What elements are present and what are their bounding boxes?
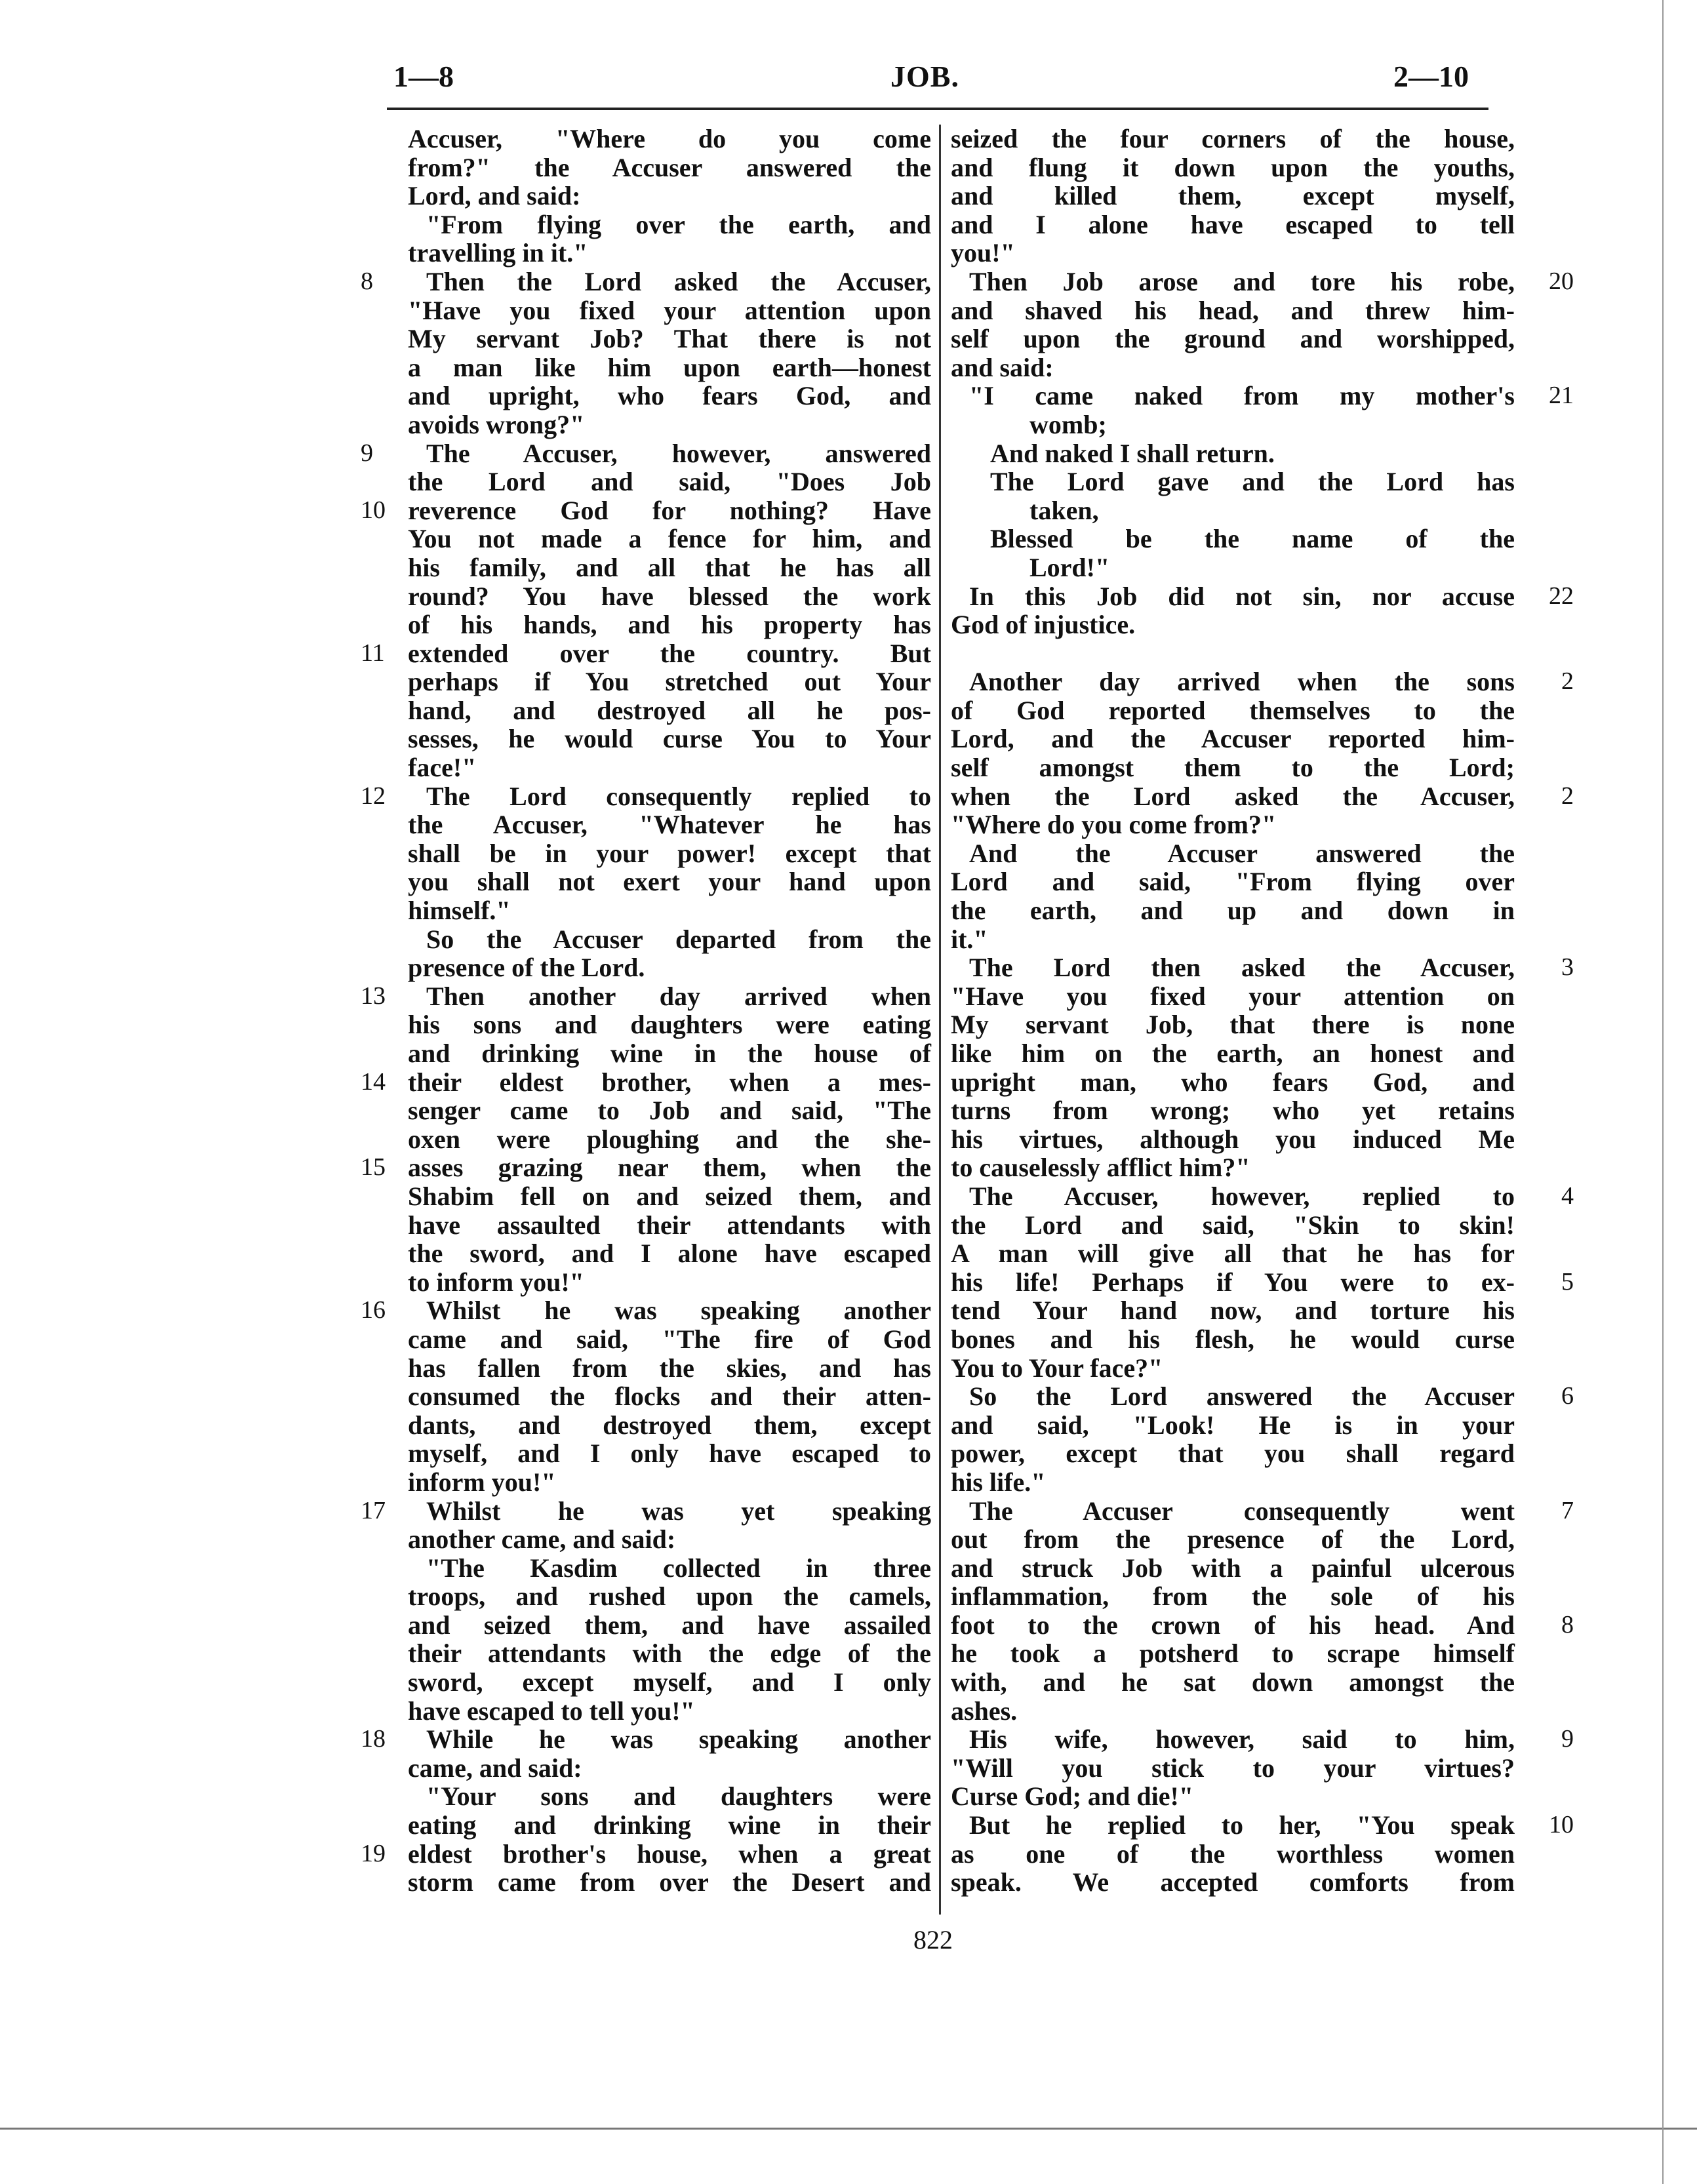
text-line xyxy=(951,696,1515,725)
text-line xyxy=(367,467,931,496)
text-line xyxy=(367,239,931,268)
text-line xyxy=(367,296,931,325)
verse-number: 15 xyxy=(361,1153,386,1181)
verse-number: 2 xyxy=(1561,782,1574,810)
text-line xyxy=(951,1267,1574,1297)
line-text: came, and said: xyxy=(408,1753,582,1783)
verse-number: 7 xyxy=(1561,1496,1574,1524)
line-text: has fallen from the skies, and has xyxy=(408,1353,931,1383)
line-text: "Your sons and daughters were xyxy=(426,1781,931,1812)
text-line xyxy=(367,582,931,611)
line-text: and said, "Look! He is in your xyxy=(951,1410,1515,1440)
line-text: perhaps if You stretched out Your xyxy=(408,667,931,697)
line-text: presence of the Lord. xyxy=(408,953,645,983)
line-text: senger came to Job and said, "The xyxy=(408,1096,931,1126)
verse-number: 18 xyxy=(361,1725,386,1753)
text-line xyxy=(951,1525,1515,1554)
line-text: with, and he sat down amongst the xyxy=(951,1667,1515,1698)
line-text: you!" xyxy=(951,238,1015,268)
line-text: You to Your face?" xyxy=(951,1353,1163,1383)
text-line xyxy=(361,1067,931,1097)
text-line xyxy=(367,1668,931,1697)
line-text: a man like him upon earth—honest xyxy=(408,352,931,382)
text-line xyxy=(367,1582,931,1611)
line-text: My servant Job? That there is not xyxy=(408,324,931,354)
text-line xyxy=(951,1554,1515,1583)
text-line xyxy=(367,953,931,982)
line-text: speak. We accepted comforts from xyxy=(951,1867,1515,1897)
text-line xyxy=(951,810,1515,839)
left-column xyxy=(361,124,931,1897)
text-line xyxy=(951,182,1515,210)
text-line xyxy=(361,1724,931,1755)
line-text: Shabim fell on and seized them, and xyxy=(408,1181,931,1211)
line-text: Then the Lord asked the Accuser, xyxy=(426,266,931,296)
text-line xyxy=(951,296,1515,325)
text-line xyxy=(951,1754,1515,1783)
text-line xyxy=(951,1068,1515,1097)
text-line xyxy=(367,1639,931,1668)
line-text: God of injustice. xyxy=(951,610,1136,640)
line-text: tend Your hand now, and torture his xyxy=(951,1296,1515,1326)
text-line xyxy=(367,1439,931,1468)
line-text: of God reported themselves to the xyxy=(951,695,1515,725)
line-text: "The Kasdim collected in three xyxy=(426,1553,931,1583)
text-line xyxy=(951,925,1515,954)
text-line xyxy=(367,325,931,353)
text-line xyxy=(367,125,931,153)
verse-number: 3 xyxy=(1561,953,1574,982)
text-line xyxy=(951,896,1515,925)
verse-number: 11 xyxy=(361,639,385,667)
running-header xyxy=(374,51,1488,104)
text-line xyxy=(367,725,931,753)
line-text: "From flying over the earth, and xyxy=(426,209,931,239)
line-text: avoids wrong?" xyxy=(408,409,585,439)
line-text: A man will give all that he has for xyxy=(951,1239,1515,1269)
text-line xyxy=(367,1268,931,1297)
text-line xyxy=(367,896,931,925)
line-text: taken, xyxy=(1029,495,1099,525)
line-text: travelling in it." xyxy=(408,238,588,268)
line-text: So the Lord answered the Accuser xyxy=(969,1381,1515,1412)
line-text: came and said, "The fire of God xyxy=(408,1324,931,1354)
line-text: consumed the flocks and their atten- xyxy=(408,1381,931,1412)
text-line xyxy=(367,1782,931,1811)
text-line xyxy=(367,153,931,182)
line-text: sesses, he would curse You to Your xyxy=(408,724,931,754)
verse-number: 20 xyxy=(1549,267,1574,295)
line-text: the Accuser, "Whatever he has xyxy=(408,810,931,840)
text-line xyxy=(951,1468,1515,1497)
line-text: you shall not exert your hand upon xyxy=(408,867,931,897)
line-text: and struck Job with a painful ulcerous xyxy=(951,1553,1515,1583)
text-line xyxy=(951,1782,1515,1811)
text-line xyxy=(367,1811,931,1840)
line-text: extended over the country. But xyxy=(408,638,931,668)
line-text: the sword, and I alone have escaped xyxy=(408,1239,931,1269)
text-line xyxy=(951,1239,1515,1268)
line-text: seized the four corners of the house, xyxy=(951,124,1515,153)
text-line xyxy=(367,1525,931,1554)
line-text: You not made a fence for him, and xyxy=(408,524,931,554)
line-text: Blessed be the name of the xyxy=(990,524,1515,554)
line-text: storm came from over the Desert and xyxy=(408,1867,931,1897)
line-text: foot to the crown of his head. And xyxy=(951,1610,1515,1640)
text-line xyxy=(367,410,931,439)
line-text: Lord, and the Accuser reported him- xyxy=(951,724,1515,754)
line-text: And naked I shall return. xyxy=(990,438,1275,468)
line-text: the earth, and up and down in xyxy=(951,896,1515,926)
text-line xyxy=(951,1381,1574,1412)
header-chapter-range-start: 1—8 xyxy=(393,60,454,93)
page-number: 822 xyxy=(913,1925,953,1955)
verse-number: 17 xyxy=(361,1496,386,1524)
verse-number: 9 xyxy=(361,439,373,467)
text-line xyxy=(361,266,931,296)
line-text: another came, and said: xyxy=(408,1524,676,1555)
text-line xyxy=(951,1840,1515,1869)
text-line xyxy=(951,553,1515,582)
verse-number: 22 xyxy=(1549,582,1574,610)
text-line xyxy=(367,867,931,896)
line-text: their attendants with the edge of the xyxy=(408,1638,931,1669)
text-line xyxy=(367,1468,931,1497)
text-line xyxy=(951,381,1574,411)
line-text: and upright, who fears God, and xyxy=(408,381,931,411)
text-line xyxy=(951,1810,1574,1840)
text-line xyxy=(951,1181,1574,1211)
line-text: his family, and all that he has all xyxy=(408,552,931,582)
line-text: Accuser, "Where do you come xyxy=(408,124,931,153)
verse-number: 4 xyxy=(1561,1181,1574,1210)
verse-number: 16 xyxy=(361,1296,386,1324)
line-text: Lord, and said: xyxy=(408,181,581,211)
line-text: face!" xyxy=(408,753,477,783)
text-line xyxy=(361,638,931,668)
line-text: have escaped to tell you!" xyxy=(408,1696,695,1726)
line-text: But he replied to her, "You speak xyxy=(969,1810,1515,1840)
text-line xyxy=(951,725,1515,753)
text-line xyxy=(367,1096,931,1125)
line-text: asses grazing near them, when the xyxy=(408,1153,931,1183)
text-line xyxy=(367,1754,931,1783)
line-text: himself." xyxy=(408,896,511,926)
line-text: and I alone have escaped to tell xyxy=(951,209,1515,239)
header-rule xyxy=(387,108,1488,110)
line-text: when the Lord asked the Accuser, xyxy=(951,781,1515,811)
line-text: he took a potsherd to scrape himself xyxy=(951,1638,1515,1669)
verse-number: 12 xyxy=(361,782,386,810)
text-line xyxy=(361,981,931,1011)
line-text: His wife, however, said to him, xyxy=(969,1724,1515,1755)
text-line xyxy=(367,525,931,553)
header-book-title: JOB. xyxy=(890,60,959,93)
text-line xyxy=(951,610,1515,639)
text-line xyxy=(367,1010,931,1039)
text-line xyxy=(367,1125,931,1154)
line-text: self upon the ground and worshipped, xyxy=(951,324,1515,354)
scan-right-edge xyxy=(1662,0,1664,2184)
text-line xyxy=(367,210,931,239)
line-text: like him on the earth, an honest and xyxy=(951,1039,1515,1068)
line-text: In this Job did not sin, nor accuse xyxy=(969,581,1515,611)
text-line xyxy=(951,1582,1515,1611)
text-line xyxy=(951,1697,1515,1726)
text-line xyxy=(367,382,931,410)
verse-number: 14 xyxy=(361,1067,386,1096)
text-line xyxy=(367,1382,931,1411)
verse-number: 8 xyxy=(361,267,373,295)
line-text: The Lord then asked the Accuser, xyxy=(969,953,1515,983)
text-line xyxy=(951,1125,1515,1154)
line-text: "Have you fixed your attention on xyxy=(951,981,1515,1011)
line-text: out from the presence of the Lord, xyxy=(951,1524,1515,1555)
text-line xyxy=(951,325,1515,353)
line-text: it." xyxy=(951,924,988,954)
text-line xyxy=(367,1868,931,1897)
line-text: and drinking wine in the house of xyxy=(408,1039,931,1068)
text-line xyxy=(367,753,931,782)
line-text: The Lord gave and the Lord has xyxy=(990,467,1515,497)
text-line xyxy=(951,266,1574,296)
text-line xyxy=(367,925,931,954)
line-text: myself, and I only have escaped to xyxy=(408,1439,931,1469)
line-text: troops, and rushed upon the camels, xyxy=(408,1581,931,1612)
line-text: The Accuser, however, answered xyxy=(426,438,931,468)
text-line xyxy=(951,210,1515,239)
text-line xyxy=(951,1153,1515,1182)
line-text: sword, except myself, and I only xyxy=(408,1667,931,1698)
text-line xyxy=(951,639,1515,668)
text-line xyxy=(367,696,931,725)
line-text: ashes. xyxy=(951,1696,1018,1726)
line-text: Whilst he was speaking another xyxy=(426,1296,931,1326)
text-line xyxy=(367,1039,931,1068)
line-text: to inform you!" xyxy=(408,1267,584,1297)
text-line xyxy=(367,1239,931,1268)
verse-number: 5 xyxy=(1561,1267,1574,1296)
line-text: and flung it down upon the youths, xyxy=(951,152,1515,182)
text-line xyxy=(367,1182,931,1211)
text-line xyxy=(367,810,931,839)
text-line xyxy=(951,1096,1515,1125)
line-text: womb; xyxy=(1029,409,1107,439)
text-line xyxy=(951,239,1515,268)
text-line xyxy=(367,1411,931,1440)
verse-number: 6 xyxy=(1561,1382,1574,1410)
verse-number: 10 xyxy=(361,496,386,524)
line-text: and said: xyxy=(951,352,1054,382)
line-text: as one of the worthless women xyxy=(951,1838,1515,1869)
line-text: round? You have blessed the work xyxy=(408,581,931,611)
text-line xyxy=(367,353,931,382)
text-line xyxy=(951,1411,1515,1440)
text-line xyxy=(367,1211,931,1240)
text-line xyxy=(951,1211,1515,1240)
text-line xyxy=(367,1325,931,1354)
text-line xyxy=(361,495,931,525)
verse-number: 2 xyxy=(1561,667,1574,696)
line-text: Then another day arrived when xyxy=(426,981,931,1011)
line-text: "Have you fixed your attention upon xyxy=(408,295,931,325)
text-line xyxy=(951,1668,1515,1697)
verse-number: 19 xyxy=(361,1839,386,1867)
text-line xyxy=(951,1010,1515,1039)
text-line xyxy=(361,438,931,468)
text-line xyxy=(951,1439,1515,1468)
text-line xyxy=(367,182,931,210)
text-line xyxy=(951,1354,1515,1383)
text-line xyxy=(951,1610,1574,1640)
text-line xyxy=(361,781,931,811)
line-text: have assaulted their attendants with xyxy=(408,1210,931,1240)
scan-bottom-edge xyxy=(0,2128,1697,2130)
line-text: "Will you stick to your virtues? xyxy=(951,1753,1515,1783)
line-text: "Where do you come from?" xyxy=(951,810,1277,840)
line-text: So the Accuser departed from the xyxy=(426,924,931,954)
text-line xyxy=(951,1039,1515,1068)
line-text: to causelessly afflict him?" xyxy=(951,1153,1250,1183)
line-text: his virtues, although you induced Me xyxy=(951,1124,1515,1154)
text-line xyxy=(951,753,1515,782)
text-line xyxy=(361,1153,931,1183)
line-text: Lord!" xyxy=(1029,552,1110,582)
line-text: "I came naked from my mother's xyxy=(969,381,1515,411)
line-text: of his hands, and his property has xyxy=(408,610,931,640)
line-text: Curse God; and die!" xyxy=(951,1781,1194,1812)
text-line xyxy=(361,1496,931,1526)
text-line xyxy=(367,610,931,639)
line-text: While he was speaking another xyxy=(426,1724,931,1755)
text-line xyxy=(951,1325,1515,1354)
text-line xyxy=(951,496,1515,525)
line-text: Lord and said, "From flying over xyxy=(951,867,1515,897)
text-line xyxy=(951,1868,1515,1897)
header-chapter-range-end: 2—10 xyxy=(1393,60,1469,93)
text-line xyxy=(951,439,1515,468)
line-text: and shaved his head, and threw him- xyxy=(951,295,1515,325)
line-text: Another day arrived when the sons xyxy=(969,667,1515,697)
line-text: their eldest brother, when a mes- xyxy=(408,1067,931,1097)
text-line xyxy=(367,1554,931,1583)
line-text: self amongst them to the Lord; xyxy=(951,753,1515,783)
verse-number: 10 xyxy=(1549,1811,1574,1839)
text-line xyxy=(951,153,1515,182)
line-text: the Lord and said, "Does Job xyxy=(408,467,931,497)
text-line xyxy=(367,553,931,582)
verse-number: 13 xyxy=(361,982,386,1010)
text-line xyxy=(951,353,1515,382)
line-text: upright man, who fears God, and xyxy=(951,1067,1515,1097)
text-line xyxy=(951,125,1515,153)
text-line xyxy=(951,667,1574,697)
line-text: his life." xyxy=(951,1467,1046,1497)
line-text: And the Accuser answered the xyxy=(969,838,1515,868)
line-text: and killed them, except myself, xyxy=(951,181,1515,211)
line-text: The Accuser, however, replied to xyxy=(969,1181,1515,1211)
line-text: eating and drinking wine in their xyxy=(408,1810,931,1840)
line-text: the Lord and said, "Skin to skin! xyxy=(951,1210,1515,1240)
text-line xyxy=(367,839,931,868)
text-line xyxy=(367,1611,931,1640)
text-line xyxy=(951,1639,1515,1668)
line-text: The Lord consequently replied to xyxy=(426,781,931,811)
line-text: shall be in your power! except that xyxy=(408,838,931,868)
verse-number: 9 xyxy=(1561,1725,1574,1753)
verse-number: 8 xyxy=(1561,1610,1574,1638)
line-text: The Accuser consequently went xyxy=(969,1496,1515,1526)
text-line xyxy=(951,867,1515,896)
line-text: Then Job arose and tore his robe, xyxy=(969,266,1515,296)
text-line xyxy=(361,1296,931,1326)
line-text: bones and his flesh, he would curse xyxy=(951,1324,1515,1354)
line-text: hand, and destroyed all he pos- xyxy=(408,695,931,725)
line-text: oxen were ploughing and the she- xyxy=(408,1124,931,1154)
line-text: turns from wrong; who yet retains xyxy=(951,1096,1515,1126)
line-text: from?" the Accuser answered the xyxy=(408,152,931,182)
text-line xyxy=(951,1496,1574,1526)
text-line xyxy=(951,525,1515,553)
column-divider xyxy=(939,125,941,1915)
text-line xyxy=(951,953,1574,983)
text-line xyxy=(951,410,1515,439)
line-text: reverence God for nothing? Have xyxy=(408,495,931,525)
text-line xyxy=(367,1697,931,1726)
line-text: inflammation, from the sole of his xyxy=(951,1581,1515,1612)
text-line xyxy=(361,1838,931,1869)
line-text: eldest brother's house, when a great xyxy=(408,1838,931,1869)
text-line xyxy=(951,581,1574,611)
line-text: inform you!" xyxy=(408,1467,556,1497)
text-line xyxy=(951,1296,1515,1325)
line-text: dants, and destroyed them, except xyxy=(408,1410,931,1440)
line-text: his sons and daughters were eating xyxy=(408,1010,931,1040)
text-line xyxy=(367,1354,931,1383)
text-line xyxy=(951,781,1574,811)
line-text: Whilst he was yet speaking xyxy=(426,1496,931,1526)
verse-number: 21 xyxy=(1549,382,1574,410)
right-column xyxy=(951,124,1574,1897)
text-line xyxy=(951,982,1515,1011)
text-line xyxy=(951,839,1515,868)
line-text: and seized them, and have assailed xyxy=(408,1610,931,1640)
text-line xyxy=(367,667,931,696)
line-text: his life! Perhaps if You were to ex- xyxy=(951,1267,1515,1297)
line-text: My servant Job, that there is none xyxy=(951,1010,1515,1040)
text-line xyxy=(951,467,1515,496)
line-text: power, except that you shall regard xyxy=(951,1439,1515,1469)
text-line xyxy=(951,1724,1574,1755)
